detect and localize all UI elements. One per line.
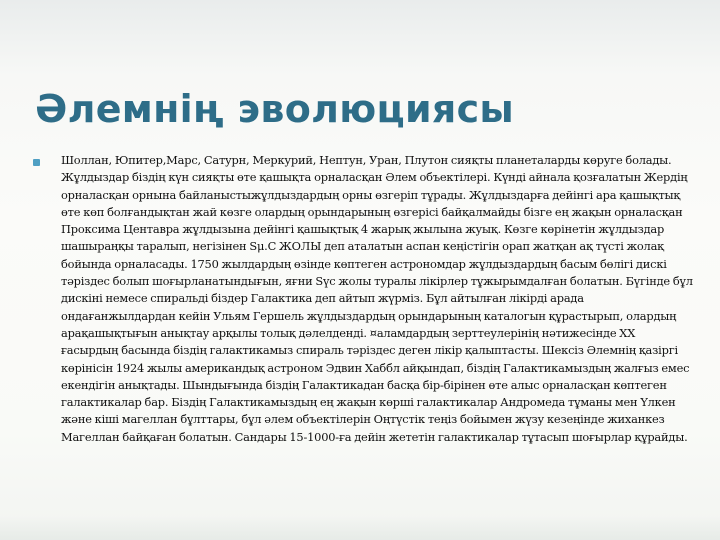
- slide-title: Әлемнің эволюциясы: [35, 87, 515, 131]
- body-paragraph: Шоллан, Юпитер,Марс, Сатурн, Меркурий, Нептун, Уран, Плутон сияқты планеталарды көруге болады. Жұлдыздар біздің күн сияқты өте қашықта орналасқан Әлем объектілері. Күнді айнала қозғалатын Жердің орналасқан орнына байланыстыжұлдыздардың орны өзгеріп тұрады. Жұлдыздарға дейінгі ара қашықтық өте көп болғандықтан жай көзге олардың орындарының өзгерісі байқалмайды бізге ең жақын орналасқан Проксима Центавра жұлдызына дейінгі қашықтық 4 жарық жылына жуық. Көзге көрінетін жұлдыздар шашыраңқы таралып, негізінен Sμ.C ЖОЛЫ деп аталатын аспан кеңістігін орап жатқан ақ түсті жолақ бойында орналасады. 1750 жылдардың өзінде көптеген астрономдар жұлдыздардың басым бөлігі дискі тәріздес болып шоғырланатындығын, яғни Sүс жолы туралы лікірлер тұжырымдалған болатын. Бүгінде бұл дискіні немесе спиральді біздер Галактика деп айтып жүрміз. Бұл айтылған лікірді арада ондағанжылдардан кейін Ульям Гершель жұлдыздардың орындарының каталогын құрастырып, олардың арақашықтығын анықтау арқылы толық дәлелденді. ¤аламдардың зерттеулерінің нәтижесінде XX ғасырдың басында біздің галактикамыз спираль тәріздес деген лікір қалыптасты. Шексіз Әлемнің қазіргі көрінісін 1924 жылы американдық астроном Эдвин Хаббл айқындап, біздің Галактикамыздың жалғыз емес екендігін анықтады. Шындығында біздің Галактикадан басқа бір-бірінен өте алыс орналасқан көптеген галактикалар бар. Біздің Галактикамыздың ең жақын көрші галактикалар Андромеда тұманы мен Үлкен және кіші магеллан бұлттары, бұл әлем объектілерін Оңтүстік теңіз бойымен жүзу кезеңінде жиханкез Магеллан байқаған болатын. Сандары 15-1000-ға дейін жететін галактикалар тұтасып шоғырлар құрайды.: [61, 153, 693, 444]
- footer-band: [0, 516, 720, 540]
- bullet-icon: [33, 159, 40, 166]
- slide-content: [33, 152, 693, 512]
